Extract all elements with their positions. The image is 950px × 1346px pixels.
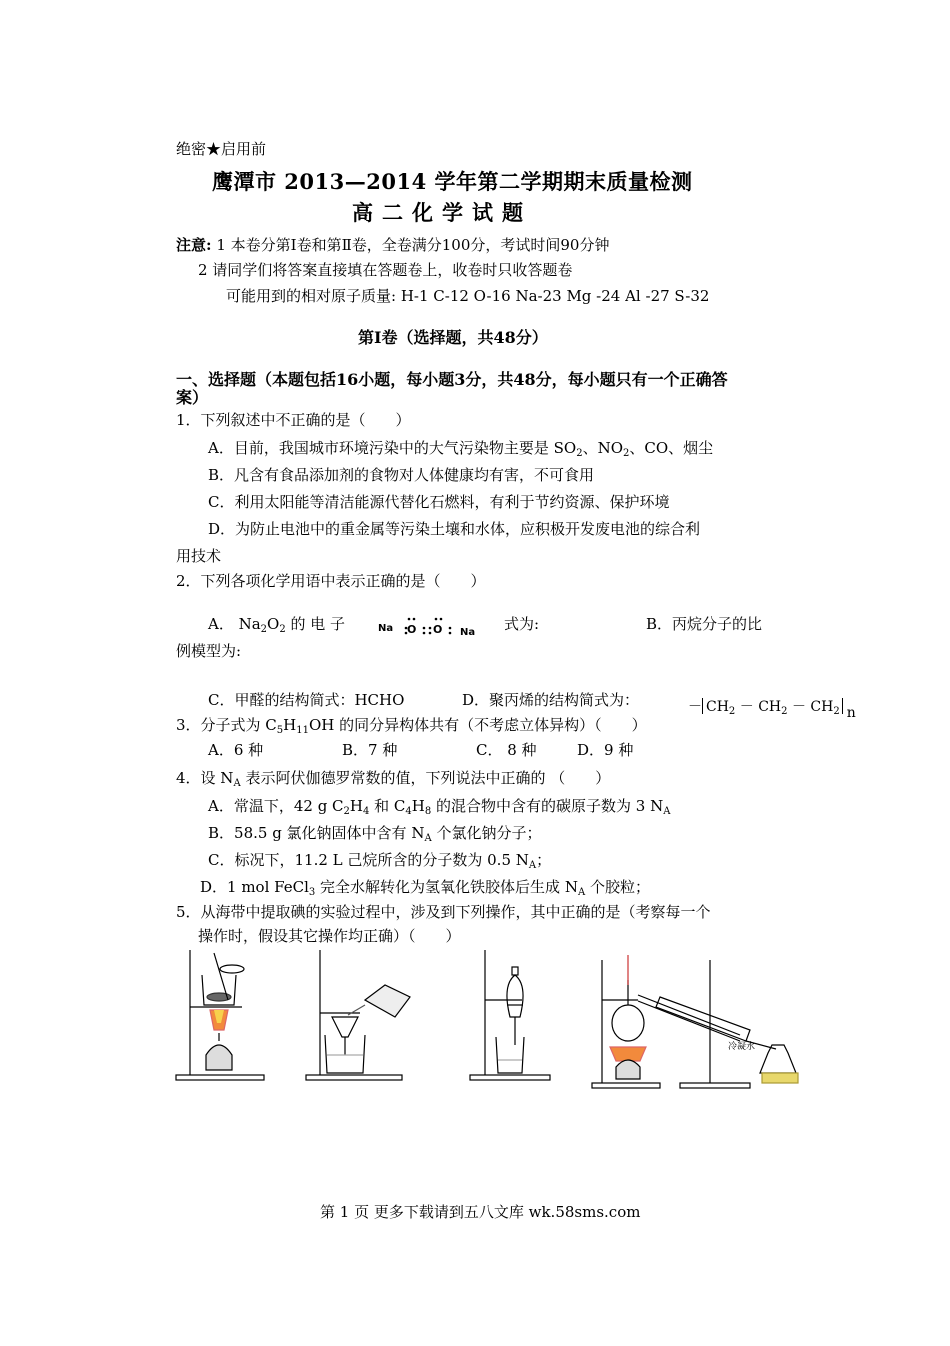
sub-2: 2 bbox=[833, 706, 840, 717]
apparatus-a-heating bbox=[176, 950, 264, 1080]
q1-option-c: C．利用太阳能等清洁能源代替化石燃料，有利于节约资源、保护环境 bbox=[208, 493, 670, 511]
page-subtitle: 高二化学试题 bbox=[352, 200, 532, 225]
electron-dot bbox=[435, 618, 438, 621]
apparatus-b-filtration bbox=[306, 950, 410, 1080]
sub: 8 bbox=[424, 806, 432, 817]
electron-dot bbox=[449, 632, 452, 635]
page-title: 鹰潭市 2013—2014 学年第二学期期末质量检测 bbox=[212, 169, 693, 194]
page-footer: 第 1 页 更多下载请到五八文库 wk.58sms.com bbox=[320, 1203, 641, 1221]
cold-water-label: 冷凝水 bbox=[728, 1042, 756, 1052]
q4-d-text1: D．1 mol FeCl bbox=[200, 878, 309, 896]
q4-c-text1: C．标况下，11.2 L 己烷所含的分子数为 0.5 N bbox=[208, 851, 529, 869]
q3-option-c: C． 8 种 bbox=[476, 741, 537, 759]
q4-d-text2: 完全水解转化为氢氧化铁胶体后生成 N bbox=[315, 878, 578, 896]
q5-stem-line2: 操作时，假设其它操作均正确）（ ） bbox=[198, 927, 461, 945]
q2-option-a bbox=[208, 613, 345, 634]
q2-option-d: D．聚丙烯的结构简式为： bbox=[462, 691, 640, 709]
q3-text1: 3．分子式为 C bbox=[176, 716, 277, 734]
q3-stem bbox=[176, 714, 647, 735]
q3-option-b: B．7 种 bbox=[342, 741, 398, 759]
q1-option-d-line1: D．为防止电池中的重金属等污染土壤和水体，应积极开发废电池的综合利 bbox=[208, 520, 701, 538]
q4-b-text2: 个氯化钠分子； bbox=[431, 824, 542, 842]
q4-a-text1: A．常温下，42 g C bbox=[208, 797, 344, 815]
section1-title-line2: 案） bbox=[176, 388, 209, 407]
secret-label: 绝密★启用前 bbox=[176, 140, 267, 158]
q2-a-text3: 的 电 子 bbox=[285, 615, 346, 633]
elec-na1: Na bbox=[378, 623, 394, 634]
sub-a: A bbox=[424, 833, 432, 844]
q1-option-a bbox=[208, 437, 713, 458]
elec-na2: Na bbox=[460, 627, 476, 638]
q4-a-text2: H bbox=[349, 797, 364, 815]
q2-option-b-line2: 例模型为: bbox=[176, 642, 242, 660]
poly-n: n bbox=[846, 705, 856, 721]
notes-line2: 2 请同学们将答案直接填在答题卷上，收卷时只收答题卷 bbox=[198, 261, 573, 279]
q4-option-c bbox=[208, 849, 551, 870]
na2o2-electron-formula bbox=[376, 612, 482, 638]
electron-dot bbox=[429, 632, 432, 635]
q2-a-text1: A． Na bbox=[208, 615, 261, 633]
sub-2: 2 bbox=[781, 706, 788, 717]
q4-option-a bbox=[208, 795, 670, 816]
q2-a-text2: O bbox=[267, 615, 280, 633]
sub-3: 3 bbox=[308, 887, 316, 898]
sub-a: A bbox=[663, 806, 671, 817]
sub-a: A bbox=[577, 887, 586, 898]
q2-option-a-end: 式为: bbox=[504, 615, 540, 633]
sub: 4 bbox=[363, 806, 370, 817]
poly-ch3: － CH bbox=[787, 699, 834, 715]
q1-a-text2: 、NO bbox=[582, 439, 623, 457]
polypropylene-formula bbox=[688, 696, 856, 721]
sub: 2 bbox=[343, 806, 350, 817]
q2-option-c: C．甲醛的结构简式：HCHO bbox=[208, 691, 405, 709]
q4-text2: 表示阿伏伽德罗常数的值，下列说法中正确的 （ ） bbox=[240, 769, 611, 787]
sub-2: 2 bbox=[576, 448, 583, 459]
q4-c-text2: ； bbox=[536, 851, 552, 869]
q1-a-text1: A．目前，我国城市环境污染中的大气污染物主要是 SO bbox=[208, 439, 577, 457]
notes-label: 注意: bbox=[176, 236, 212, 254]
sub-2: 2 bbox=[728, 706, 736, 717]
electron-dot bbox=[423, 632, 426, 635]
q4-a-text5: 的混合物中含有的碳原子数为 3 N bbox=[431, 797, 664, 815]
sub-a: A bbox=[233, 778, 241, 789]
q4-a-text3: 和 C bbox=[369, 797, 406, 815]
q1-option-b: B．凡含有食品添加剂的食物对人体健康均有害，不可食用 bbox=[208, 466, 595, 484]
part1-title: 第Ⅰ卷（选择题，共48分） bbox=[358, 328, 548, 347]
sub-2: 2 bbox=[260, 624, 268, 635]
q5-stem-line1: 5．从海带中提取碘的实验过程中，涉及到下列操作，其中正确的是（考察每一个 bbox=[176, 903, 711, 921]
apparatus-c-separatory-funnel bbox=[470, 950, 550, 1080]
notes-text1: 1 本卷分第Ⅰ卷和第Ⅱ卷，全卷满分100分，考试时间90分钟 bbox=[216, 236, 610, 254]
poly-ch1: CH bbox=[706, 699, 729, 715]
q3-text3: OH 的同分异构体共有（不考虑立体异构）（ ） bbox=[309, 716, 647, 734]
q2-option-b-line1: B．丙烷分子的比 bbox=[646, 615, 763, 633]
q1-option-d-line2: 用技术 bbox=[176, 547, 222, 565]
electron-dot bbox=[429, 627, 432, 630]
electron-dot bbox=[408, 618, 411, 621]
q1-a-text3: 、CO、烟尘 bbox=[629, 439, 714, 457]
apparatus-d-distillation bbox=[592, 955, 798, 1088]
sub: 4 bbox=[405, 806, 412, 817]
atomic-masses: 可能用到的相对原子质量: H-1 C-12 O-16 Na-23 Mg -24 Al -27 S-32 bbox=[226, 287, 710, 305]
q3-text2: H bbox=[283, 716, 297, 734]
elec-o2: O bbox=[433, 623, 443, 636]
q2-stem: 2．下列各项化学用语中表示正确的是（ ） bbox=[176, 572, 486, 590]
q3-option-d: D．9 种 bbox=[577, 741, 634, 759]
sub-2: 2 bbox=[279, 624, 286, 635]
poly-ch2: － CH bbox=[735, 699, 782, 715]
electron-dot bbox=[423, 627, 426, 630]
q4-a-text4: H bbox=[411, 797, 425, 815]
electron-dot bbox=[440, 618, 443, 621]
sub-2: 2 bbox=[623, 448, 630, 459]
sub-a: A bbox=[528, 860, 537, 871]
q4-option-d bbox=[200, 876, 650, 897]
bond-dash: － bbox=[688, 699, 702, 715]
section1-title-line1: 一、选择题（本题包括16小题，每小题3分，共48分，每小题只有一个正确答 bbox=[176, 370, 728, 389]
sub-11: 11 bbox=[296, 725, 309, 736]
notes-line1 bbox=[176, 234, 609, 255]
q4-option-b bbox=[208, 822, 541, 843]
apparatus-figures bbox=[170, 945, 810, 1095]
q1-stem: 1．下列叙述中不正确的是（ ） bbox=[176, 411, 411, 429]
q4-stem bbox=[176, 767, 610, 788]
electron-dot bbox=[413, 618, 416, 621]
electron-dot bbox=[449, 627, 452, 630]
q4-d-text3: 个胶粒； bbox=[585, 878, 650, 896]
sub-5: 5 bbox=[276, 725, 284, 736]
elec-o1: O bbox=[407, 623, 417, 636]
q4-text1: 4．设 N bbox=[176, 769, 234, 787]
q3-option-a: A．6 种 bbox=[208, 741, 264, 759]
q4-b-text1: B．58.5 g 氯化钠固体中含有 N bbox=[208, 824, 425, 842]
